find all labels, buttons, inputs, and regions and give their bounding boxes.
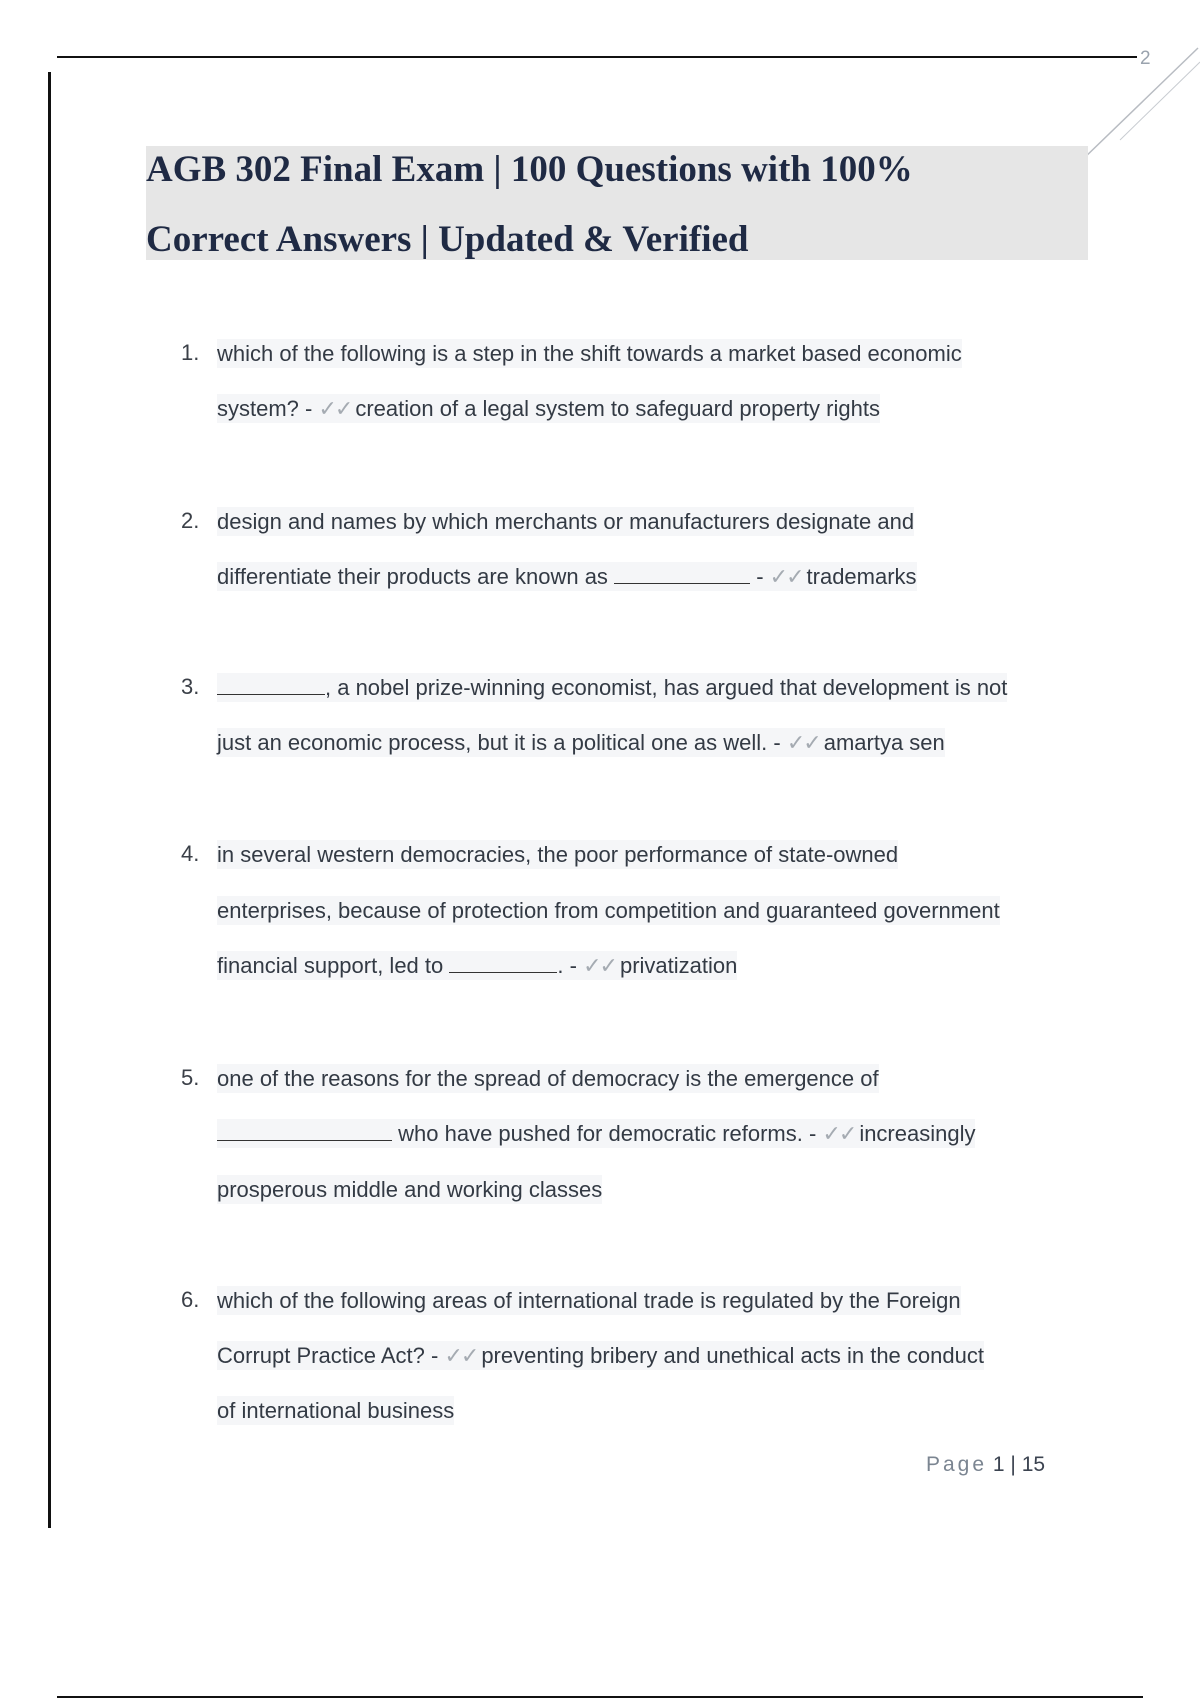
question-text [217,1176,602,1204]
bottom-rule [57,1696,1143,1698]
question-text [217,1287,961,1315]
question-text [217,395,880,423]
left-rule [48,72,51,1528]
question-text [217,1397,454,1425]
answer-blank [449,954,557,973]
check-icon: ✓✓ [583,953,616,978]
question-number: 2. [181,508,200,533]
separator: . - [557,953,577,978]
question-number: 5. [181,1065,200,1090]
question-5-line-2: who have pushed for democratic reforms. - [398,1121,817,1146]
answer-5-continued: prosperous middle and working classes [217,1177,603,1202]
question-2-line-2: differentiate their products are known as [217,564,608,589]
check-icon: ✓✓ [769,564,803,589]
answer-4: privatization [619,953,738,978]
answer-blank [614,565,750,584]
check-icon: ✓✓ [318,396,352,421]
question-number: 1. [181,340,200,365]
footer-page-number: 1 [992,1453,1005,1476]
question-number: 3. [181,674,200,699]
question-5-line-1: one of the reasons for the spread of democracy is the emergence of [217,1066,879,1091]
check-icon: ✓✓ [444,1343,478,1368]
question-4-line-2: enterprises, because of protection from competition and guaranteed government [217,898,1000,923]
question-6-line-2: Corrupt Practice Act? - [217,1343,439,1368]
question-text [217,674,1007,702]
question-4-line-3: financial support, led to [217,953,444,978]
question-number: 6. [181,1287,200,1312]
question-text [217,952,737,980]
question-text [217,508,914,536]
answer-blank [217,1122,392,1141]
question-text [217,340,962,368]
question-text [217,897,1000,925]
footer-separator: | [1010,1453,1016,1476]
check-icon: ✓✓ [822,1121,856,1146]
question-text [217,1065,879,1093]
footer-total-pages: 15 [1021,1453,1046,1476]
question-number: 4. [181,841,200,866]
corner-page-number: 2 [1140,48,1151,69]
question-4-line-1: in several western democracies, the poor performance of state-owned [217,842,899,867]
footer-page-label: Page [926,1453,988,1476]
answer-2: trademarks [806,564,917,589]
answer-5: increasingly [859,1121,976,1146]
check-icon: ✓✓ [786,730,820,755]
top-rule [57,56,1137,58]
question-6-line-1: which of the following areas of international trade is regulated by the Foreign [217,1288,961,1313]
question-text [217,1120,975,1148]
answer-1: creation of a legal system to safeguard property rights [355,396,880,421]
question-2-line-1: design and names by which merchants or manufacturers designate and [217,509,915,534]
question-text [217,1342,984,1370]
question-1-line-1: which of the following is a step in the shift towards a market based economic [217,341,962,366]
question-text [217,563,917,591]
question-text [217,729,945,757]
question-3-line-1: , a nobel prize-winning economist, has argued that development is not [325,675,1008,700]
question-text [217,841,898,869]
separator: - [756,564,764,589]
question-1-line-2: system? - [217,396,313,421]
answer-3: amartya sen [823,730,945,755]
answer-blank [217,676,325,695]
answer-6: preventing bribery and unethical acts in the conduct [481,1343,984,1368]
page-footer [926,1453,1045,1477]
answer-6-continued: of international business [217,1398,455,1423]
question-3-line-2: just an economic process, but it is a political one as well. - [217,730,781,755]
document-title-line-1: AGB 302 Final Exam | 100 Questions with 100% [146,149,913,190]
document-title-line-2: Correct Answers | Updated & Verified [146,219,749,260]
